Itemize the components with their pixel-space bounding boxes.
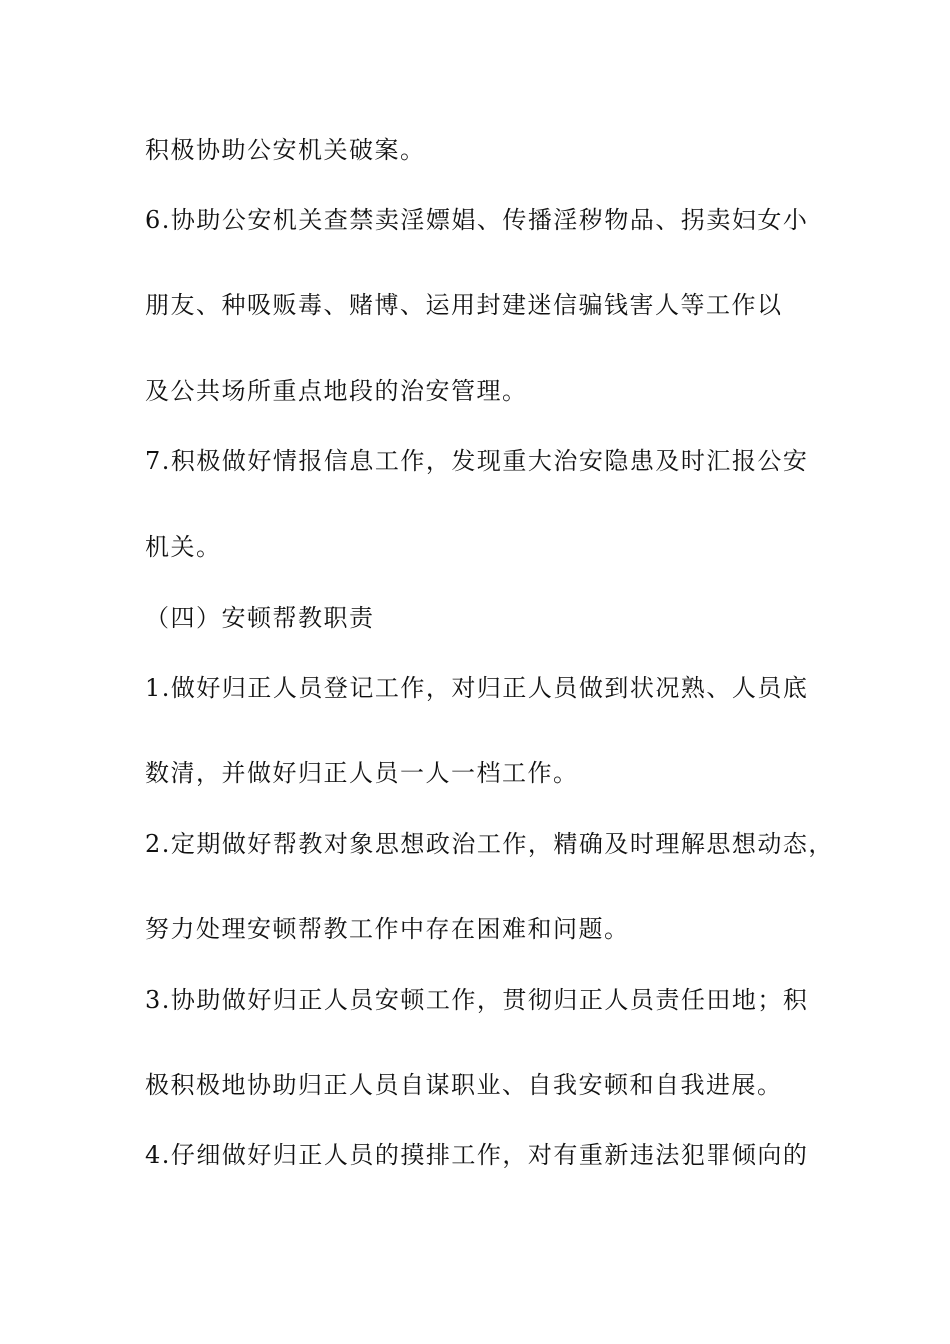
paragraph-line: 2.定期做好帮教对象思想政治工作，精确及时理解思想动态， (145, 830, 834, 858)
paragraph-line: 数清，并做好归正人员一人一档工作。 (145, 759, 579, 787)
paragraph-line: 朋友、种吸贩毒、赌博、运用封建迷信骗钱害人等工作以 (145, 291, 783, 319)
section-heading: （四）安顿帮教职责 (145, 604, 375, 632)
paragraph-line: 3.协助做好归正人员安顿工作，贯彻归正人员责任田地；积 (145, 986, 809, 1014)
paragraph-line: 1.做好归正人员登记工作，对归正人员做到状况熟、人员底 (145, 674, 809, 702)
paragraph-line: 7.积极做好情报信息工作，发现重大治安隐患及时汇报公安 (145, 447, 809, 475)
paragraph-line: 6.协助公安机关查禁卖淫嫖娼、传播淫秽物品、拐卖妇女小 (145, 206, 809, 234)
paragraph-line: 积极协助公安机关破案。 (145, 136, 426, 164)
paragraph-line: 努力处理安顿帮教工作中存在困难和问题。 (145, 915, 630, 943)
paragraph-line: 及公共场所重点地段的治安管理。 (145, 377, 528, 405)
paragraph-line: 极积极地协助归正人员自谋职业、自我安顿和自我进展。 (145, 1071, 783, 1099)
paragraph-line: 机关。 (145, 533, 222, 561)
paragraph-line: 4.仔细做好归正人员的摸排工作，对有重新违法犯罪倾向的 (145, 1141, 809, 1169)
